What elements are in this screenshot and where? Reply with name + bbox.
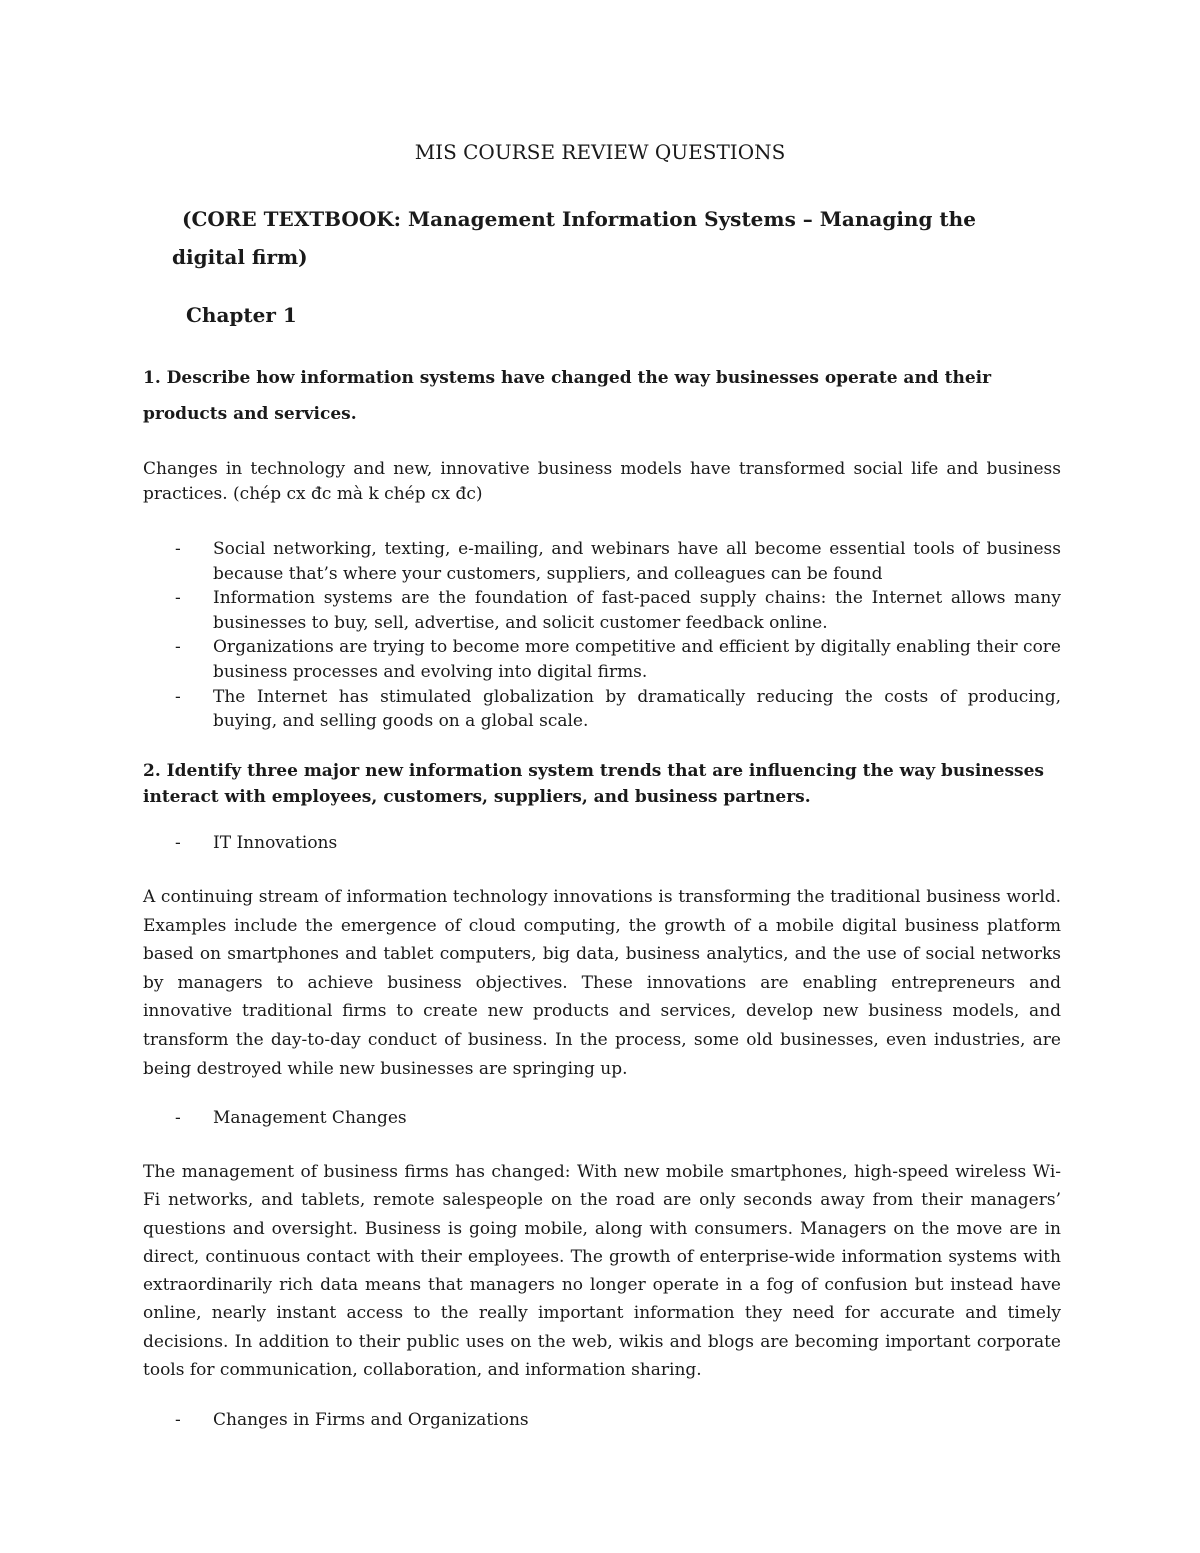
trend-2-item	[143, 1106, 1061, 1131]
trend-2-paragraph: The management of business firms has changed: With new mobile smartphones, high-speed wireless Wi-Fi networks, and tablets, remote salespeople on the road are only seconds away from their managers’ questions and oversight. Business is going mobile, along with consumers. Managers on the move are in direct, continuous contact with their employees. The growth of enterprise-wide information systems with extraordinarily rich data means that managers no longer operate in a fog of confusion but instead have online, nearly instant access to the really important information they need for accurate and timely decisions. In addition to their public uses on the web, wikis and blogs are becoming important corporate tools for communication, collaboration, and information sharing.	[143, 1162, 1061, 1381]
list-item: - The Internet has stimulated globalization by dramatically reducing the costs of producing, buying, and selling goods on a global scale.	[143, 685, 1061, 734]
trend-3-item	[143, 1408, 1061, 1433]
question-2-heading: 2. Identify three major new information system trends that are influencing the way businesses interact with employees, customers, suppliers, and business partners.	[143, 761, 1044, 807]
trend-1-item	[143, 831, 1061, 856]
trend-3-label: - Changes in Firms and Organizations	[143, 1408, 1061, 1433]
trend-1-paragraph: A continuing stream of information technology innovations is transforming the traditional business world. Examples include the emergence of cloud computing, the growth of a mobile digital business platform based on smartphones and tablet computers, big data, business analytics, and the use of social networks by managers to achieve business objectives. These innovations are enabling entrepreneurs and innovative traditional firms to create new products and services, develop new business models, and transform the day-to-day conduct of business. In the process, some old businesses, even industries, are being destroyed while new businesses are springing up.	[143, 887, 1061, 1079]
trend-2-label: - Management Changes	[143, 1106, 1061, 1131]
question-1-bullet-list	[143, 537, 1061, 734]
trend-1-label: - IT Innovations	[143, 831, 1061, 856]
list-item: - Organizations are trying to become more competitive and efficient by digitally enabling their core business processes and evolving into digital firms.	[143, 635, 1061, 684]
chapter-heading: Chapter 1	[186, 303, 297, 327]
page-title: MIS COURSE REVIEW QUESTIONS	[414, 140, 786, 164]
question-1-paragraph: Changes in technology and new, innovative business models have transformed social life and business practices. (chép cx đc mà k chép cx đc)	[143, 459, 1061, 504]
list-item: - Social networking, texting, e-mailing, and webinars have all become essential tools of business because that’s where your customers, suppliers, and colleagues can be found	[143, 537, 1061, 586]
list-item: - Information systems are the foundation of fast-paced supply chains: the Internet allows many businesses to buy, sell, advertise, and solicit customer feedback online.	[143, 586, 1061, 635]
question-1-heading: 1. Describe how information systems have changed the way businesses operate and their products and services.	[143, 368, 992, 424]
textbook-reference: (CORE TEXTBOOK: Management Information Systems – Managing the digital firm)	[172, 207, 976, 269]
